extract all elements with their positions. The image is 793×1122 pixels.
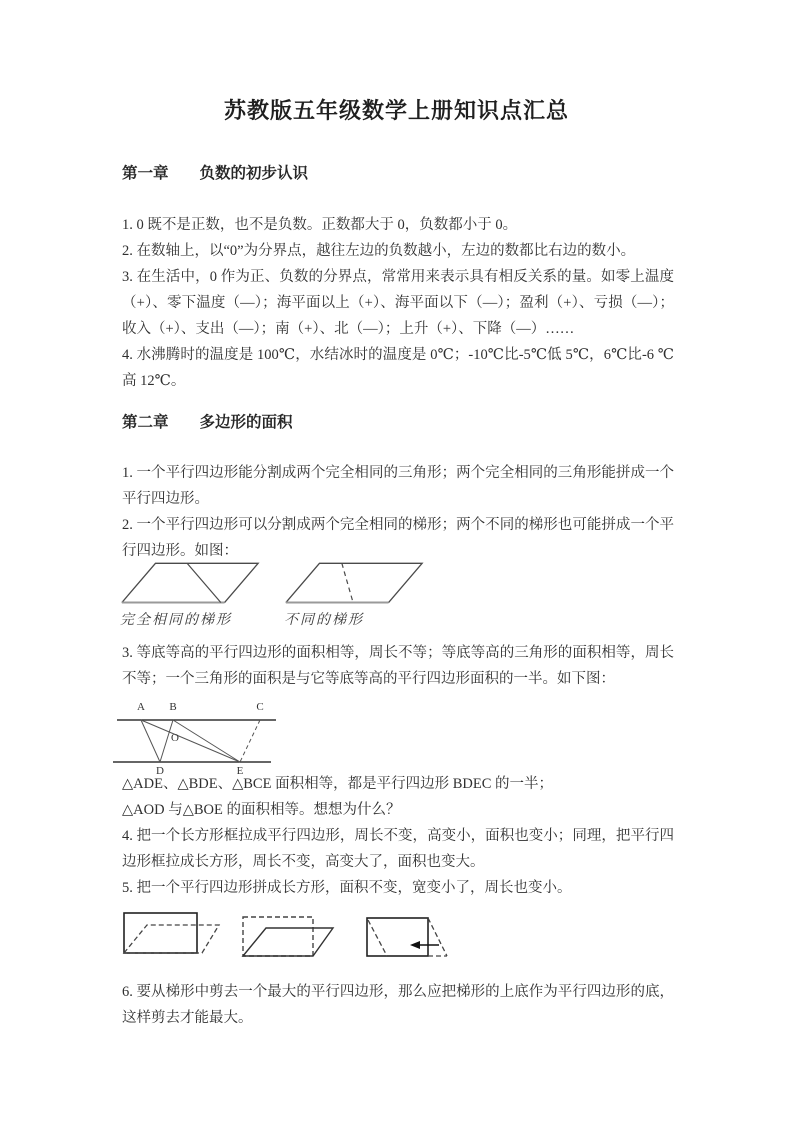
figure-equal-area-triangles	[113, 694, 288, 776]
parallelogram-to-rectangle-diagram	[236, 903, 354, 965]
chapter2-note-1: △ADE、△BDE、△BCE 面积相等，都是平行四边形 BDEC 的一半；	[122, 776, 553, 792]
point-label-e: E	[236, 765, 244, 776]
point-label-o: O	[171, 732, 179, 744]
chapter2-item-3: 3. 等底等高的平行四边形的面积相等，周长不等；等底等高的三角形的面积相等，周长不等；一个三角形的面积是与它等底等高的平行四边形面积的一半。如下图：	[122, 645, 674, 687]
rectangle-to-parallelogram-diagram	[112, 903, 230, 965]
chapter2-item-1: 1. 一个平行四边形能分割成两个完全相同的三角形；两个完全相同的三角形能拼成一个平行四边形。	[122, 465, 674, 507]
point-label-d: D	[156, 765, 164, 776]
page-title: 苏教版五年级数学上册知识点汇总	[223, 98, 569, 123]
caption-identical-trapezoids: 完全相同的梯形	[120, 613, 232, 628]
chapter1-item-1: 1. 0 既不是正数，也不是负数。正数都大于 0，负数都小于 0。	[122, 217, 518, 233]
chapter2-body-3	[122, 771, 674, 901]
chapter1-item-4: 4. 水沸腾时的温度是 100℃，水结冰时的温度是 0℃；-10℃比-5℃低 5℃，6℃比-6 ℃高 12℃。	[122, 347, 674, 389]
point-label-b: B	[169, 701, 177, 713]
figure-identical-trapezoids	[120, 557, 260, 629]
chapter2-body-1	[122, 460, 674, 564]
point-label-a: A	[137, 701, 145, 713]
figure-trapezoid-split	[120, 557, 424, 629]
chapter2-note-2: △AOD 与△BOE 的面积相等。想想为什么？	[122, 802, 401, 818]
cut-and-move-triangle-diagram	[360, 903, 478, 965]
figure-different-trapezoids	[284, 557, 424, 629]
chapter1-item-3: 3. 在生活中，0 作为正、负数的分界点，常常用来表示具有相反关系的量。如零上温度（+）、零下温度（—）；海平面以上（+）、海平面以下（—）；盈利（+）、亏损（—）；收入（+）、支出（—）；南（+）、北（—）；上升（+）、下降（—）……	[122, 269, 674, 337]
caption-different-trapezoids: 不同的梯形	[284, 613, 364, 628]
chapter2-item-6: 6. 要从梯形中剪去一个最大的平行四边形，那么应把梯形的上底作为平行四边形的底，这样剪去才能最大。	[122, 984, 674, 1026]
chapter1-heading: 第一章 负数的初步认识	[122, 165, 309, 182]
chapter2-item-5: 5. 把一个平行四边形拼成长方形，面积不变，宽变小了，周长也变小。	[122, 880, 572, 896]
figure-shape-transformations	[112, 903, 478, 965]
chapter2-body-4	[122, 979, 674, 1031]
equal-area-triangles-diagram	[113, 694, 288, 776]
chapter1-item-2: 2. 在数轴上，以“0”为分界点，越往左边的负数越小，左边的数都比右边的数小。	[122, 243, 636, 259]
point-label-c: C	[256, 701, 264, 713]
chapter1-body	[122, 212, 674, 394]
move-left-arrow-icon	[410, 941, 439, 949]
parallelogram-identical-trapezoids-diagram	[120, 557, 260, 607]
chapter2-heading: 第二章 多边形的面积	[122, 414, 293, 431]
chapter2-item-2: 2. 一个平行四边形可以分割成两个完全相同的梯形；两个不同的梯形也可能拼成一个平行四边形。如图：	[122, 517, 674, 559]
parallelogram-different-trapezoids-diagram	[284, 557, 424, 607]
chapter2-body-2	[122, 640, 674, 692]
chapter2-item-4: 4. 把一个长方形框拉成平行四边形，周长不变，高变小，面积也变小；同理，把平行四边形框拉成长方形，周长不变，高变大了，面积也变大。	[122, 828, 674, 870]
